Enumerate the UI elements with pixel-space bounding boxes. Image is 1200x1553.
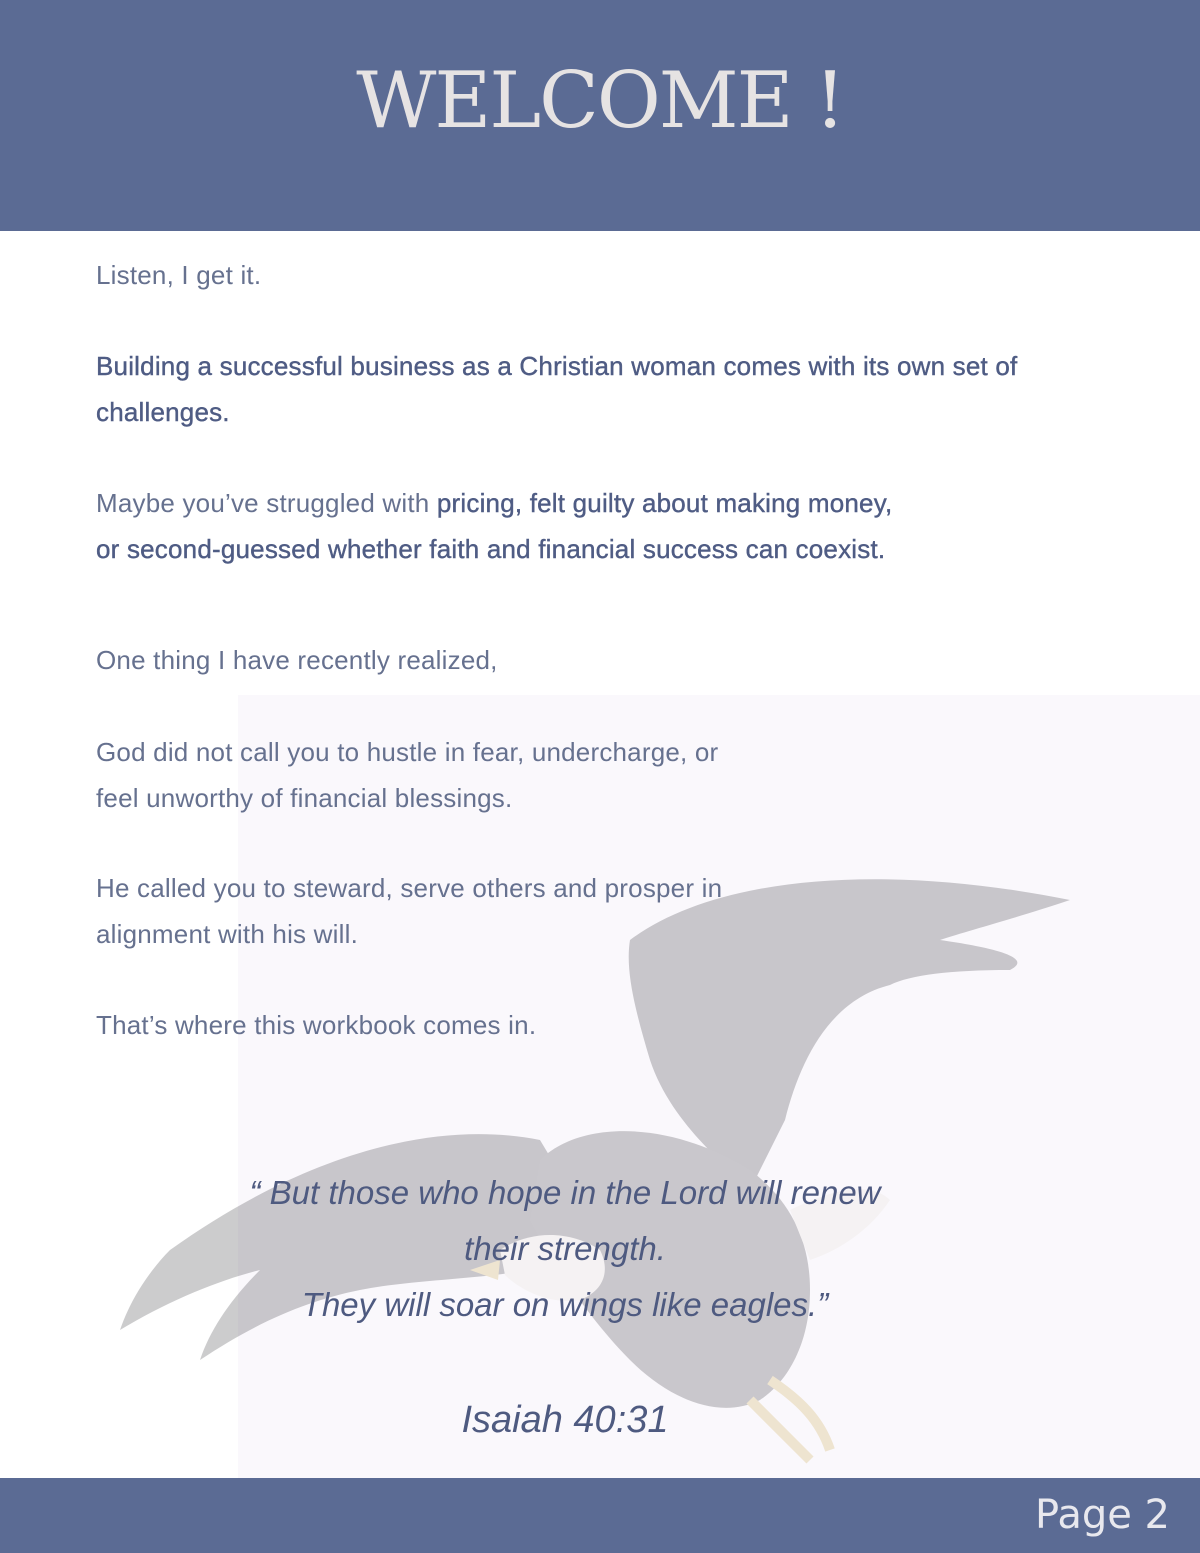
quote-line-1: “ But those who hope in the Lord will renew [249, 1174, 881, 1211]
steward-line-2: alignment with his will. [96, 919, 359, 949]
steward-line-1: He called you to steward, serve others and prosper in [96, 873, 723, 903]
quote-line-3: They will soar on wings like eagles.” [301, 1286, 829, 1323]
struggle-lead: Maybe you’ve struggled with [96, 488, 437, 518]
workbook-line: That’s where this workbook comes in. [96, 1010, 537, 1040]
calling-line-2: feel unworthy of financial blessings. [96, 783, 513, 813]
calling-paragraph [96, 729, 718, 821]
struggle-emphasis-2: or second-guessed whether faith and financial success can coexist. [96, 534, 886, 564]
calling-line-1: God did not call you to hustle in fear, undercharge, or [96, 737, 719, 767]
scripture-quote [140, 1165, 990, 1333]
struggle-paragraph [96, 480, 892, 572]
page-title: WELCOME ! [356, 56, 844, 146]
page-number: Page 2 [1035, 1492, 1170, 1538]
challenges-paragraph [96, 343, 1086, 435]
scripture-reference: Isaiah 40:31 [461, 1399, 669, 1441]
struggle-emphasis-1: pricing, felt guilty about making money, [436, 488, 893, 518]
intro-line: Listen, I get it. [96, 260, 262, 290]
steward-paragraph [96, 865, 722, 957]
footer-band [0, 1478, 1200, 1553]
realized-line: One thing I have recently realized, [96, 645, 498, 675]
challenges-text: Building a successful business as a Christian woman comes with its own set of challenges. [96, 351, 1018, 427]
quote-line-2: their strength. [464, 1230, 666, 1267]
